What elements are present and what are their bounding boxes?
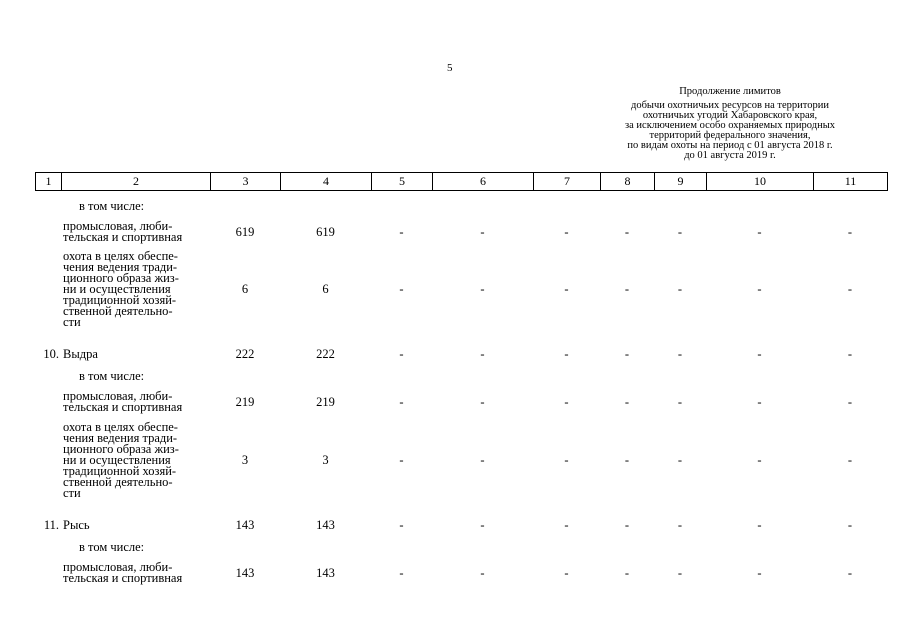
row-name <box>79 371 144 382</box>
cell-col-11: - <box>847 224 853 239</box>
cell-col-5: - <box>399 224 404 239</box>
cell-col-11: - <box>847 347 853 361</box>
cell-col-6: - <box>480 394 485 409</box>
row-name-line: в том числе: <box>79 369 145 383</box>
cell-col-3: 219 <box>235 394 255 409</box>
row-name-line: традиционной хозяй- <box>63 464 177 478</box>
cell-col-7: - <box>564 394 569 409</box>
cell-col-9: - <box>677 347 683 361</box>
cell-col-11: - <box>847 282 853 296</box>
row-name <box>63 349 98 360</box>
cell-col-11: - <box>847 453 853 467</box>
row-name <box>63 221 182 243</box>
row-name-line: чения ведения тради- <box>63 260 178 274</box>
row-name-line: в том числе: <box>79 540 145 554</box>
cell-col-6: - <box>480 347 485 361</box>
cell-col-11: - <box>847 394 853 409</box>
cell-col-6: - <box>480 453 485 467</box>
cell-col-9: - <box>677 394 683 409</box>
cell-col-4: 619 <box>316 224 335 239</box>
cell-col-4: 143 <box>316 565 335 580</box>
cell-col-8: - <box>624 453 630 467</box>
cell-col-7: - <box>564 224 569 239</box>
column-header-1: 1 <box>36 173 62 190</box>
row-name-line: охота в целях обеспе- <box>63 420 178 434</box>
cell-col-7: - <box>564 453 569 467</box>
row-name <box>63 251 179 328</box>
row-name-line: тельская и спортивная <box>63 230 183 244</box>
row-name-line: тельская и спортивная <box>63 400 183 414</box>
row-name <box>79 542 144 553</box>
cell-col-10: - <box>757 453 762 467</box>
cell-col-7: - <box>564 565 569 580</box>
cell-col-10: - <box>757 518 762 532</box>
caption-line: добычи охотничьих ресурсов на территории <box>630 100 829 111</box>
row-name-line: традиционной хозяй- <box>63 293 177 307</box>
cell-col-6: - <box>480 224 485 239</box>
table-row <box>35 251 888 328</box>
cell-col-3: 6 <box>241 282 249 296</box>
cell-col-8: - <box>624 394 630 409</box>
column-header-6: 6 <box>433 173 534 190</box>
caption-line: охотничьих угодий Хабаровского края, <box>642 110 818 121</box>
table-row <box>35 542 888 553</box>
table-row <box>35 221 888 243</box>
row-number: 10. <box>43 347 59 361</box>
cell-col-10: - <box>757 347 762 361</box>
caption-line: за исключением особо охраняемых природных <box>624 120 836 131</box>
cell-col-10: - <box>757 224 762 239</box>
row-name-line: ционного образа жиз- <box>63 271 179 285</box>
cell-col-7: - <box>564 518 569 532</box>
row-name-line: в том числе: <box>79 199 145 213</box>
table-row <box>35 371 888 382</box>
row-name-line: сти <box>63 486 81 500</box>
cell-col-9: - <box>677 518 683 532</box>
row-name-line: Выдра <box>63 347 98 361</box>
cell-col-6: - <box>480 282 485 296</box>
row-name <box>63 391 182 413</box>
caption-line: территорий федерального значения, <box>649 130 811 141</box>
cell-col-3: 619 <box>235 224 255 239</box>
cell-col-5: - <box>399 565 404 580</box>
cell-col-4: 3 <box>322 453 329 467</box>
column-header-2: 2 <box>62 173 211 190</box>
row-name-line: промысловая, люби- <box>63 219 173 233</box>
column-header-10: 10 <box>707 173 814 190</box>
row-name <box>63 562 182 584</box>
cell-col-8: - <box>624 224 630 239</box>
row-name-line: сти <box>63 315 81 329</box>
cell-col-5: - <box>399 394 404 409</box>
column-header-7: 7 <box>534 173 601 190</box>
cell-col-8: - <box>624 565 630 580</box>
row-name-line: ни и осуществления <box>63 453 171 467</box>
column-header-4: 4 <box>281 173 372 190</box>
cell-col-4: 143 <box>316 518 335 532</box>
cell-col-8: - <box>624 518 630 532</box>
row-name-line: Рысь <box>63 518 90 532</box>
row-name-line: промысловая, люби- <box>63 389 173 403</box>
table-row <box>35 201 888 212</box>
cell-col-6: - <box>480 518 485 532</box>
row-name <box>79 201 144 212</box>
cell-col-5: - <box>399 347 404 361</box>
row-name-line: ни и осуществления <box>63 282 171 296</box>
cell-col-8: - <box>624 282 630 296</box>
table-row <box>35 422 888 499</box>
cell-col-5: - <box>399 282 404 296</box>
row-name-line: тельская и спортивная <box>63 571 183 585</box>
table-caption <box>590 87 870 161</box>
cell-col-3: 222 <box>235 347 255 361</box>
cell-col-5: - <box>399 518 404 532</box>
cell-col-9: - <box>677 224 683 239</box>
row-name-line: ственной деятельно- <box>63 475 173 489</box>
cell-col-9: - <box>677 282 683 296</box>
table-row <box>35 349 888 360</box>
cell-col-9: - <box>677 453 683 467</box>
cell-col-3: 143 <box>235 518 255 532</box>
row-name <box>63 520 90 531</box>
table-row <box>35 520 888 531</box>
caption-line: по видам охоты на период с 01 августа 2018 г. <box>627 140 833 151</box>
row-name-line: ственной деятельно- <box>63 304 173 318</box>
cell-col-3: 3 <box>241 453 249 467</box>
page-number: 5 <box>447 62 453 74</box>
column-header-11: 11 <box>814 173 888 190</box>
table-header-row <box>35 172 888 191</box>
cell-col-4: 222 <box>316 347 335 361</box>
row-name-line: охота в целях обеспе- <box>63 249 178 263</box>
cell-col-7: - <box>564 347 569 361</box>
column-header-3: 3 <box>211 173 281 190</box>
cell-col-10: - <box>757 394 762 409</box>
column-header-9: 9 <box>655 173 707 190</box>
column-header-5: 5 <box>372 173 433 190</box>
caption-line: до 01 августа 2019 г. <box>684 150 776 161</box>
cell-col-10: - <box>757 565 762 580</box>
table-row <box>35 391 888 413</box>
cell-col-4: 219 <box>316 394 335 409</box>
cell-col-7: - <box>564 282 569 296</box>
row-name-line: промысловая, люби- <box>63 560 173 574</box>
cell-col-5: - <box>399 453 404 467</box>
cell-col-8: - <box>624 347 630 361</box>
column-header-8: 8 <box>601 173 655 190</box>
cell-col-9: - <box>677 565 683 580</box>
cell-col-6: - <box>480 565 485 580</box>
table-row <box>35 562 888 584</box>
cell-col-10: - <box>757 282 762 296</box>
row-name-line: чения ведения тради- <box>63 431 178 445</box>
cell-col-11: - <box>847 518 853 532</box>
cell-col-4: 6 <box>322 282 329 296</box>
caption-line: Продолжение лимитов <box>679 86 781 97</box>
row-name <box>63 422 179 499</box>
row-number: 11. <box>43 518 59 532</box>
cell-col-11: - <box>847 565 853 580</box>
cell-col-3: 143 <box>235 565 255 580</box>
row-name-line: ционного образа жиз- <box>63 442 179 456</box>
